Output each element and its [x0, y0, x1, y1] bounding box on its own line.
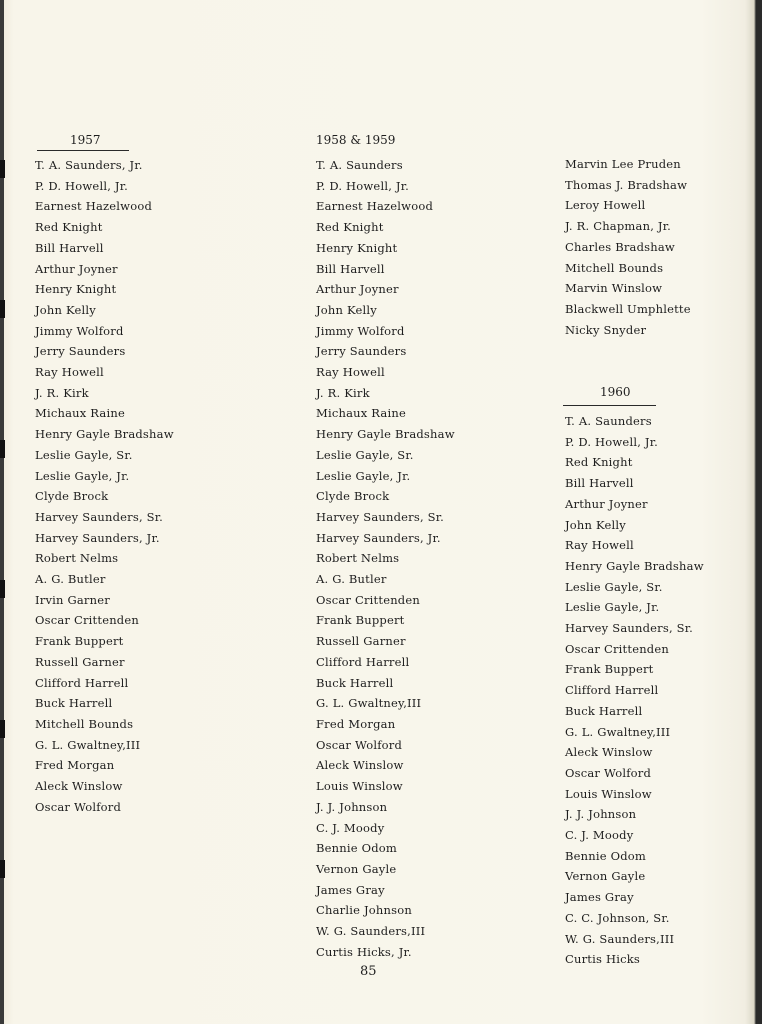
- roster-name: A. G. Butler: [35, 572, 106, 587]
- roster-name: P. D. Howell, Jr.: [316, 178, 410, 193]
- roster-name: Jerry Saunders: [316, 344, 407, 359]
- roster-name: W. G. Saunders,III: [565, 931, 675, 946]
- roster-name: Bill Harvell: [35, 240, 104, 255]
- page-number: 85: [360, 964, 377, 979]
- roster-name: Nicky Snyder: [565, 322, 647, 337]
- roster-name: Buck Harrell: [565, 703, 643, 718]
- roster-name: Marvin Lee Pruden: [565, 157, 681, 171]
- roster-name: G. L. Gwaltney,III: [565, 724, 671, 739]
- roster-name: J. R. Chapman, Jr.: [565, 219, 671, 234]
- roster-name: Ray Howell: [565, 538, 634, 553]
- roster-name: Mitchell Bounds: [35, 716, 134, 731]
- roster-name: Frank Buppert: [35, 634, 124, 649]
- binding-mark: [0, 160, 5, 178]
- roster-name: John Kelly: [35, 302, 96, 317]
- roster-name: Leslie Gayle, Sr.: [35, 447, 133, 462]
- roster-name: Curtis Hicks: [565, 952, 640, 967]
- roster-name: A. G. Butler: [316, 572, 387, 587]
- roster-name: W. G. Saunders,III: [316, 924, 426, 939]
- roster-name: Leslie Gayle, Jr.: [565, 600, 660, 615]
- roster-name: C. J. Moody: [316, 820, 385, 835]
- roster-name: Vernon Gayle: [565, 869, 646, 884]
- roster-name: Clifford Harrell: [565, 683, 659, 698]
- roster-name: Oscar Wolford: [316, 737, 403, 752]
- column-heading-1957: 1957: [70, 133, 101, 147]
- roster-name: G. L. Gwaltney,III: [35, 737, 141, 752]
- roster-name: Leslie Gayle, Sr.: [316, 447, 414, 462]
- roster-name: Red Knight: [316, 220, 384, 235]
- roster-name: Henry Gayle Bradshaw: [35, 427, 174, 442]
- roster-name: Henry Gayle Bradshaw: [565, 558, 704, 573]
- roster-name: Leslie Gayle, Jr.: [35, 468, 130, 483]
- roster-name: Aleck Winslow: [316, 758, 404, 773]
- roster-name: Louis Winslow: [316, 779, 403, 794]
- roster-list-1958-1959-continued: [565, 154, 691, 340]
- roster-name: Ray Howell: [35, 365, 104, 380]
- roster-name: Russell Garner: [316, 634, 406, 649]
- roster-name: Earnest Hazelwood: [316, 199, 434, 214]
- roster-name: Oscar Wolford: [565, 765, 652, 780]
- heading-underline: [563, 405, 656, 406]
- roster-name: Leslie Gayle, Jr.: [316, 468, 411, 483]
- roster-name: John Kelly: [316, 302, 377, 317]
- roster-name: J. J. Johnson: [565, 807, 637, 822]
- roster-name: Earnest Hazelwood: [35, 199, 153, 214]
- roster-name: Buck Harrell: [35, 696, 113, 711]
- roster-name: John Kelly: [565, 517, 626, 532]
- roster-name: Louis Winslow: [565, 786, 652, 801]
- roster-name: Bennie Odom: [565, 848, 647, 863]
- roster-name: Arthur Joyner: [565, 496, 648, 511]
- roster-name: Fred Morgan: [35, 758, 115, 773]
- roster-name: Curtis Hicks, Jr.: [316, 944, 412, 959]
- roster-name: Charlie Johnson: [316, 903, 412, 918]
- roster-name: Red Knight: [565, 455, 633, 470]
- roster-name: Clifford Harrell: [316, 654, 410, 669]
- roster-name: Marvin Winslow: [565, 281, 663, 296]
- roster-name: Mitchell Bounds: [565, 260, 664, 275]
- roster-name: Leslie Gayle, Sr.: [565, 579, 663, 594]
- roster-name: Bill Harvell: [316, 261, 385, 276]
- roster-name: Robert Nelms: [35, 551, 119, 566]
- roster-name: Jerry Saunders: [35, 344, 126, 359]
- roster-name: Thomas J. Bradshaw: [565, 177, 688, 192]
- roster-name: Vernon Gayle: [316, 861, 397, 876]
- binding-mark: [0, 300, 5, 318]
- roster-name: Harvey Saunders, Jr.: [316, 530, 441, 545]
- roster-name: Clyde Brock: [316, 489, 390, 504]
- roster-name: Aleck Winslow: [35, 779, 123, 794]
- binding-mark: [0, 860, 5, 878]
- roster-name: Arthur Joyner: [35, 261, 118, 276]
- roster-name: Oscar Crittenden: [35, 613, 139, 628]
- roster-list-1957: [35, 155, 174, 818]
- column-heading-1958-1959: 1958 & 1959: [316, 133, 396, 147]
- roster-name: Michaux Raine: [35, 406, 125, 421]
- roster-list-1960: [565, 411, 704, 970]
- roster-name: T. A. Saunders, Jr.: [35, 158, 143, 172]
- roster-name: C. C. Johnson, Sr.: [565, 910, 670, 925]
- heading-underline: [37, 150, 129, 151]
- roster-name: Frank Buppert: [316, 613, 405, 628]
- roster-name: T. A. Saunders: [565, 414, 652, 428]
- binding-mark: [0, 440, 5, 458]
- binding-mark: [0, 720, 5, 738]
- roster-name: Leroy Howell: [565, 198, 646, 213]
- roster-name: Clifford Harrell: [35, 675, 129, 690]
- roster-name: Russell Garner: [35, 654, 125, 669]
- roster-name: Blackwell Umphlette: [565, 301, 691, 316]
- roster-name: Clyde Brock: [35, 489, 109, 504]
- roster-name: Aleck Winslow: [565, 745, 653, 760]
- roster-name: Oscar Wolford: [35, 799, 122, 814]
- roster-name: Oscar Crittenden: [565, 641, 669, 656]
- roster-name: Henry Gayle Bradshaw: [316, 427, 455, 442]
- roster-name: James Gray: [316, 882, 385, 897]
- roster-name: Harvey Saunders, Sr.: [565, 621, 694, 636]
- roster-name: G. L. Gwaltney,III: [316, 696, 422, 711]
- column-heading-1960: 1960: [600, 385, 631, 399]
- roster-name: T. A. Saunders: [316, 158, 403, 172]
- roster-name: Fred Morgan: [316, 716, 396, 731]
- roster-name: Harvey Saunders, Sr.: [316, 509, 445, 524]
- roster-name: Harvey Saunders, Sr.: [35, 509, 164, 524]
- roster-name: C. J. Moody: [565, 828, 634, 843]
- binding-mark: [0, 580, 5, 598]
- roster-list-1958-1959: [316, 155, 455, 962]
- roster-name: J. R. Kirk: [316, 385, 370, 400]
- roster-name: Buck Harrell: [316, 675, 394, 690]
- roster-name: Bill Harvell: [565, 476, 634, 491]
- roster-name: P. D. Howell, Jr.: [35, 178, 129, 193]
- roster-name: Bennie Odom: [316, 841, 398, 856]
- roster-name: Henry Knight: [316, 240, 398, 255]
- roster-name: Oscar Crittenden: [316, 592, 420, 607]
- roster-name: Irvin Garner: [35, 592, 110, 607]
- roster-name: Frank Buppert: [565, 662, 654, 677]
- roster-name: Jimmy Wolford: [35, 323, 124, 338]
- roster-name: Red Knight: [35, 220, 103, 235]
- roster-name: Charles Bradshaw: [565, 239, 675, 254]
- roster-name: Michaux Raine: [316, 406, 406, 421]
- roster-name: P. D. Howell, Jr.: [565, 434, 659, 449]
- roster-name: J. J. Johnson: [316, 799, 388, 814]
- roster-name: James Gray: [565, 890, 634, 905]
- roster-name: Henry Knight: [35, 282, 117, 297]
- roster-name: Ray Howell: [316, 365, 385, 380]
- roster-name: Arthur Joyner: [316, 282, 399, 297]
- roster-name: Harvey Saunders, Jr.: [35, 530, 160, 545]
- roster-name: Robert Nelms: [316, 551, 400, 566]
- roster-name: Jimmy Wolford: [316, 323, 405, 338]
- roster-name: J. R. Kirk: [35, 385, 89, 400]
